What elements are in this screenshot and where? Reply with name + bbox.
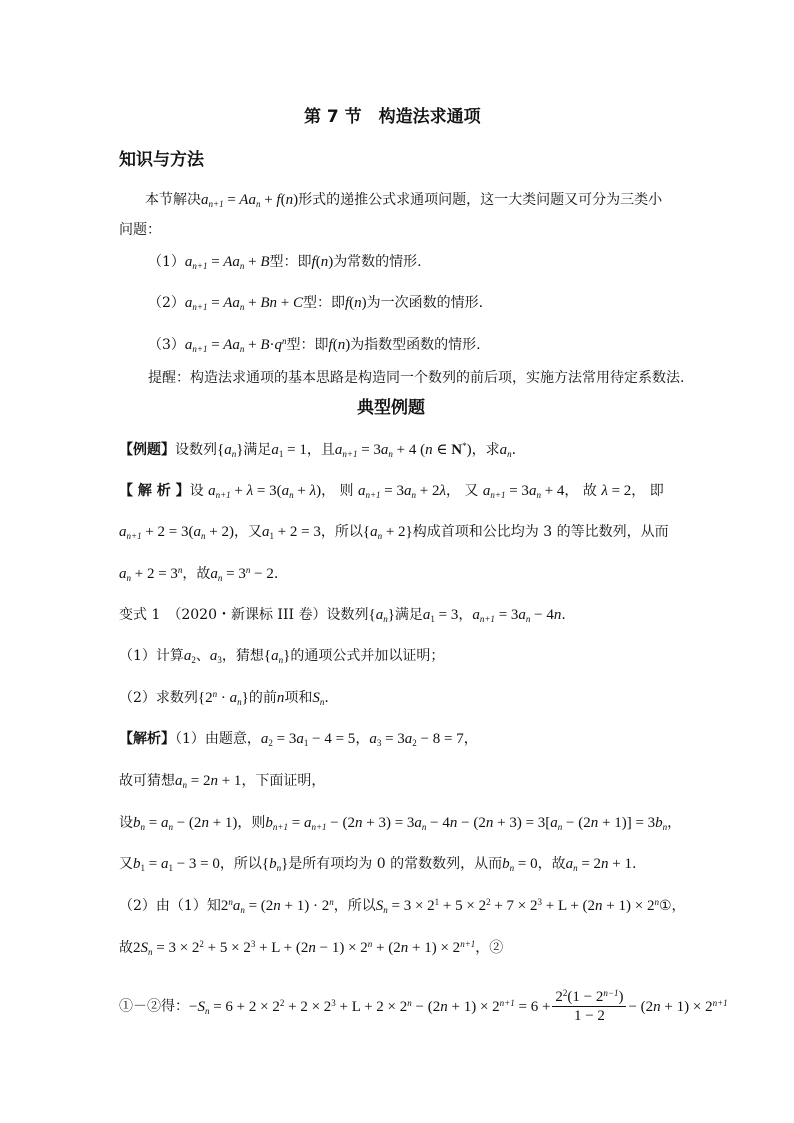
formula: $a_{n+1} + \lambda = 3(a_n + \lambda)$: [208, 483, 322, 500]
text: 是所有项均为 0 的常数数列，从而: [288, 856, 503, 872]
section-heading-examples: 典型例题: [357, 398, 425, 418]
variant-1: [119, 605, 566, 625]
text: ， 即: [631, 483, 664, 499]
intro-line-2: 问题：: [119, 222, 161, 238]
case-2: [148, 293, 483, 313]
text: 、: [195, 648, 210, 664]
analysis-line-5: [119, 896, 686, 916]
formula: $\{a_n\}$: [263, 648, 291, 665]
formula: $\{b_n\}$: [261, 856, 289, 873]
formula: $a_1 + 2 = 3$: [261, 524, 321, 541]
text: 为一次函数的情形.: [366, 295, 484, 311]
variant-label: 变式 1 （2020・新课标 III 卷）设数列: [119, 607, 369, 623]
formula: $a_{n+1} = Aa_n + B\cdot q^n$: [184, 336, 287, 354]
formula: $b_1 = a_1 - 3 = 0$: [133, 856, 220, 873]
formula: $2^na_n = (2n + 1) \cdot 2^n$: [220, 897, 334, 915]
solution-line-1: [119, 481, 664, 501]
case-label: （3）: [148, 337, 185, 353]
text: 型：即: [286, 337, 329, 353]
example-tag: 【例题】: [119, 442, 175, 458]
text: 项和: [284, 690, 313, 706]
formula: $a_{n+1} + 2 = 3(a_n + 2)$: [119, 524, 234, 541]
analysis-line-6: [119, 938, 503, 958]
intro-line-1: [145, 190, 662, 210]
formula: $a_n$: [499, 442, 512, 459]
recurrence-formula: $a_{n+1} = Aa_n + f(n)$: [201, 192, 299, 209]
text: .: [324, 690, 329, 706]
case-1: [148, 252, 422, 272]
text: 为指数型函数的情形.: [350, 337, 481, 353]
formula: $2S_n = 3 \times 2^2 + 5 \times 2^3 + L + (2n - 1) \times 2^n + (2n + 1) \times 2^{n+1}$: [133, 939, 476, 957]
reminder: 提醒：构造法求通项的基本思路是构造同一个数列的前后项，实施方法常用待定系数法.: [148, 370, 685, 386]
text: 为常数的情形.: [333, 254, 422, 270]
formula: $a_n + 2 = 3^n$: [119, 565, 183, 583]
text: ，故: [537, 856, 566, 872]
formula: $a_3$: [209, 648, 222, 665]
formula: $a_{n+1} = 3a_n + 4$: [482, 483, 565, 500]
solution-line-3: [119, 564, 278, 584]
analysis-line-4: [119, 854, 636, 874]
formula: $\{2^n \cdot a_n\}$: [197, 689, 249, 707]
question-2: [119, 688, 329, 708]
text: （2）由（1）知: [119, 898, 221, 914]
formula: $a_{n+1} = Aa_n + Bn + C$: [184, 295, 303, 312]
text: .: [632, 856, 637, 872]
formula: $a_n = 2n + 1$: [565, 856, 633, 873]
text: 设: [189, 483, 204, 499]
fraction: $\frac{2^2(1 - 2^{n-1})}{1 - 2}$: [552, 988, 626, 1025]
text: （1）计算: [119, 648, 184, 664]
formula: $\{a_n\}$: [217, 442, 244, 459]
text: （2）求数列: [119, 690, 198, 706]
case-3: [148, 335, 481, 355]
formula: $a_n = 3^n - 2$: [210, 565, 274, 583]
text: 设数列: [175, 442, 217, 458]
text: ， 又: [445, 483, 479, 499]
formula: $a_1 = 3$: [422, 607, 459, 624]
text: 本节解决: [145, 192, 201, 208]
formula: $a_{n+1} = 3a_n + 4$ (n ∈ N*): [334, 441, 472, 459]
formula: $a_{n+1} = 3a_n + 2\lambda$: [357, 483, 446, 500]
text: ，所以: [320, 524, 363, 540]
text: ，下面证明，: [241, 773, 326, 789]
formula: $-S_n = 6 + 2 \times 2^2 + 2 \times 2^3 + L + 2 \times 2^n - (2n + 1) \times 2^{n+1} = 6$ +: [189, 997, 551, 1016]
formula: $a_{n+1} = 3a_n - 4n$: [472, 607, 562, 624]
text: ，故: [182, 566, 211, 582]
formula: $b_n = a_n - (2n + 1)$: [133, 815, 238, 832]
text: ，则: [237, 815, 266, 831]
text: 形式的递推公式求通项问题，这一大类问题又可分为三类小: [298, 192, 663, 208]
fraction-denominator: 1 − 2: [573, 1008, 605, 1024]
question-1: [119, 646, 444, 666]
formula: $\{a_n + 2\}$: [362, 524, 413, 541]
page-title: 第 7 节 构造法求通项: [304, 107, 481, 127]
example-problem: [119, 440, 516, 460]
formula: $a_{n+1} = Aa_n + B$: [184, 254, 270, 271]
formula: − $(2n + 1) \times 2^{n+1}$: [628, 997, 728, 1015]
text: （1）由题意，: [175, 731, 261, 747]
formula: $b_{n+1} = a_{n+1} - (2n + 3) = 3a_n - 4n - (2n + 3) = 3[a_n - (2n + 1)] = 3b_n$: [265, 815, 668, 832]
analysis-line-2: [119, 771, 325, 791]
analysis-line-1: [119, 729, 478, 749]
text: ，猜想: [221, 648, 264, 664]
text: ①，: [658, 898, 686, 914]
analysis-line-3: [119, 813, 681, 833]
text: 型：即: [303, 295, 345, 311]
text: 的通项公式并加以证明；: [290, 648, 445, 664]
formula: $a_3 = 3a_2 - 8 = 7$: [369, 731, 464, 748]
text: 故: [119, 940, 133, 956]
section-heading-methods: 知识与方法: [119, 150, 204, 170]
text: ，: [463, 731, 478, 747]
case-label: （2）: [148, 295, 185, 311]
text: ，且: [306, 442, 335, 458]
text: ，又: [233, 524, 262, 540]
formula: $a_2$: [183, 648, 196, 665]
solution-line-2: [119, 522, 669, 542]
text: ①－②得：: [119, 998, 189, 1015]
text: ，求: [471, 442, 500, 458]
formula: $a_1 = 1$: [271, 442, 307, 459]
formula: f(n): [328, 337, 351, 353]
text: 的前: [248, 690, 277, 706]
formula: $a_n = 2n + 1$: [175, 773, 242, 790]
text: 又: [119, 856, 133, 872]
formula: $\{a_n\}$: [368, 607, 395, 624]
text: ， 则: [321, 483, 354, 499]
text: ，: [355, 731, 370, 747]
text: 故可猜想: [119, 773, 175, 789]
text: .: [511, 442, 517, 458]
text: 型：即: [269, 254, 312, 270]
text: ，所以: [333, 898, 376, 914]
text: ，: [667, 815, 682, 831]
formula: f(n): [345, 295, 367, 311]
analysis-tag: 【解析】: [119, 731, 175, 747]
text: 构成首项和公比均为 3 的等比数列，从而: [412, 524, 669, 540]
formula: $b_n = 0$: [502, 856, 538, 873]
formula: λ = 2: [601, 483, 632, 499]
text: 满足: [243, 442, 272, 458]
formula: $S_n$: [312, 690, 325, 707]
formula: $a_2 = 3a_1 - 4 = 5$: [260, 731, 356, 748]
analysis-line-7: [119, 988, 728, 1025]
text: .: [273, 566, 279, 582]
formula: $S_n = 3 \times 2^1 + 5 \times 2^2 + 7 \times 2^3 + L + (2n + 1) \times 2^n$: [375, 897, 659, 915]
text: ，: [458, 607, 473, 623]
solution-tag: 【 解 析 】: [119, 483, 190, 499]
text: ，所以: [219, 856, 262, 872]
text: ，②: [475, 940, 504, 956]
text: 设: [119, 815, 133, 831]
text: 满足: [394, 607, 423, 623]
formula: f(n): [311, 254, 334, 270]
text: ， 故: [564, 483, 597, 499]
text: .: [561, 607, 566, 623]
case-label: （1）: [148, 254, 185, 270]
formula: n: [276, 690, 285, 706]
